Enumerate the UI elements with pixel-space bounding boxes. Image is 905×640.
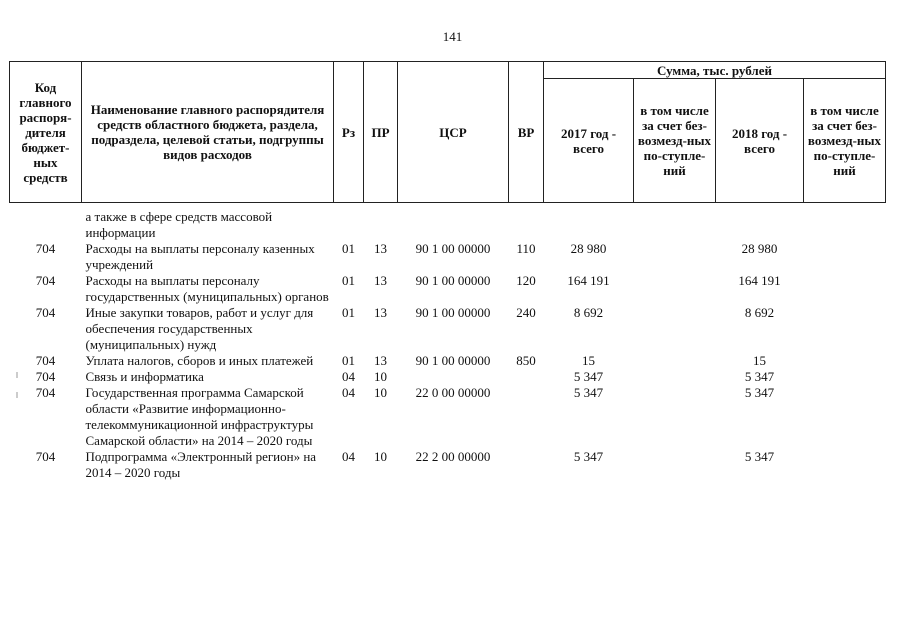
cell-2018: 8 692	[744, 305, 775, 320]
cell-pr: 13	[374, 305, 387, 320]
cell-csr: 90 1 00 00000	[415, 273, 491, 288]
cell-pr	[364, 209, 398, 241]
cell-rz: 04	[342, 449, 355, 464]
cell-2017: 15	[582, 353, 595, 368]
cell-pr: 10	[374, 449, 387, 464]
cell-2018-free	[804, 385, 886, 449]
cell-2017-free	[634, 241, 716, 273]
cell-2018-free	[804, 273, 886, 305]
cell-code: 704	[35, 449, 56, 464]
cell-2018-free	[804, 449, 886, 481]
cell-2017-free	[634, 305, 716, 353]
cell-code	[10, 209, 82, 241]
cell-2018: 15	[753, 353, 766, 368]
cell-name: Подпрограмма «Электронный регион» на 2014 – 2020 годы	[85, 449, 317, 480]
cell-vr	[509, 369, 544, 385]
cell-csr: 90 1 00 00000	[415, 241, 491, 256]
cell-rz: 01	[342, 273, 355, 288]
cell-code: 704	[35, 353, 56, 368]
table-row	[10, 353, 886, 369]
table-row	[10, 369, 886, 385]
table-row	[10, 305, 886, 353]
cell-code: 704	[35, 369, 56, 384]
cell-2018: 28 980	[741, 241, 778, 256]
cell-vr	[509, 449, 544, 481]
cell-2018: 164 191	[738, 273, 781, 288]
cell-name: Связь и информатика	[85, 369, 204, 384]
cell-csr	[398, 209, 509, 241]
table-row	[10, 449, 886, 481]
cell-code: 704	[35, 305, 56, 320]
header-2017-free: в том числе за счет без-возмезд-ных по-ступле-ний	[634, 79, 716, 203]
cell-code: 704	[35, 385, 56, 400]
cell-vr: 850	[516, 353, 536, 368]
cell-2017: 5 347	[573, 385, 604, 400]
cell-vr: 120	[516, 273, 536, 288]
cell-rz: 01	[342, 353, 355, 368]
cell-2017-free	[634, 385, 716, 449]
header-csr: ЦСР	[398, 62, 509, 203]
table-row	[10, 273, 886, 305]
cell-pr: 10	[374, 369, 387, 384]
cell-vr	[509, 385, 544, 449]
cell-2017-free	[634, 449, 716, 481]
cell-2017: 5 347	[573, 449, 604, 464]
cell-2017: 8 692	[573, 305, 604, 320]
cell-name: Расходы на выплаты персоналу казенных учреждений	[85, 241, 315, 272]
table-row	[10, 209, 886, 241]
table-row	[10, 241, 886, 273]
cell-2017: 28 980	[570, 241, 607, 256]
cell-vr	[509, 209, 544, 241]
cell-2017-free	[634, 353, 716, 369]
header-code: Код главного распоря-дителя бюджет-ных средств	[10, 62, 82, 203]
cell-2017: 5 347	[573, 369, 604, 384]
cell-2017-free	[634, 369, 716, 385]
cell-vr: 110	[516, 241, 536, 256]
cell-code: 704	[35, 241, 56, 256]
cell-2017	[544, 209, 634, 241]
cell-name: Государственная программа Самарской области «Развитие информационно-телекоммуникационной инфраструктуры Самарской области» на 2014 – 2020 годы	[85, 385, 314, 448]
cell-code: 704	[35, 273, 56, 288]
cell-pr: 10	[374, 385, 387, 400]
cell-2018	[716, 209, 804, 241]
cell-2018-free	[804, 305, 886, 353]
cell-pr: 13	[374, 273, 387, 288]
cell-csr: 22 2 00 00000	[415, 449, 491, 464]
header-2018-free: в том числе за счет без-возмезд-ных по-ступле-ний	[804, 79, 886, 203]
scan-mark	[16, 372, 18, 378]
cell-2018: 5 347	[744, 449, 775, 464]
scan-mark	[16, 392, 18, 398]
header-sum-group: Сумма, тыс. рублей	[544, 62, 886, 79]
cell-2018: 5 347	[744, 385, 775, 400]
header-vr: ВР	[509, 62, 544, 203]
budget-table	[9, 61, 886, 481]
cell-rz	[334, 209, 364, 241]
cell-name: Уплата налогов, сборов и иных платежей	[85, 353, 314, 368]
cell-name: Расходы на выплаты персоналу государственных (муниципальных) органов	[85, 273, 329, 304]
cell-2017-free	[634, 209, 716, 241]
cell-name: а также в сфере средств массовой информации	[85, 209, 273, 240]
page-number: 141	[442, 29, 463, 44]
table-header	[10, 62, 886, 203]
cell-rz: 04	[342, 369, 355, 384]
cell-2018: 5 347	[744, 369, 775, 384]
cell-csr: 22 0 00 00000	[415, 385, 491, 400]
cell-rz: 01	[342, 241, 355, 256]
cell-name: Иные закупки товаров, работ и услуг для обеспечения государственных (муниципальных) нужд	[85, 305, 314, 352]
cell-2018-free	[804, 241, 886, 273]
cell-vr: 240	[516, 305, 536, 320]
cell-2017-free	[634, 273, 716, 305]
header-pr: ПР	[364, 62, 398, 203]
cell-rz: 04	[342, 385, 355, 400]
header-2017-total: 2017 год - всего	[544, 79, 634, 203]
cell-csr	[398, 369, 509, 385]
cell-2017: 164 191	[567, 273, 610, 288]
header-rz: Рз	[334, 62, 364, 203]
cell-2018-free	[804, 353, 886, 369]
header-name: Наименование главного распорядителя средств областного бюджета, раздела, подраздела, целевой статьи, подгруппы видов расходов	[82, 62, 334, 203]
header-2018-total: 2018 год - всего	[716, 79, 804, 203]
table-row	[10, 385, 886, 449]
cell-pr: 13	[374, 353, 387, 368]
cell-csr: 90 1 00 00000	[415, 353, 491, 368]
cell-csr: 90 1 00 00000	[415, 305, 491, 320]
table-body	[10, 203, 886, 482]
cell-2018-free	[804, 369, 886, 385]
cell-2018-free	[804, 209, 886, 241]
cell-rz: 01	[342, 305, 355, 320]
cell-pr: 13	[374, 241, 387, 256]
